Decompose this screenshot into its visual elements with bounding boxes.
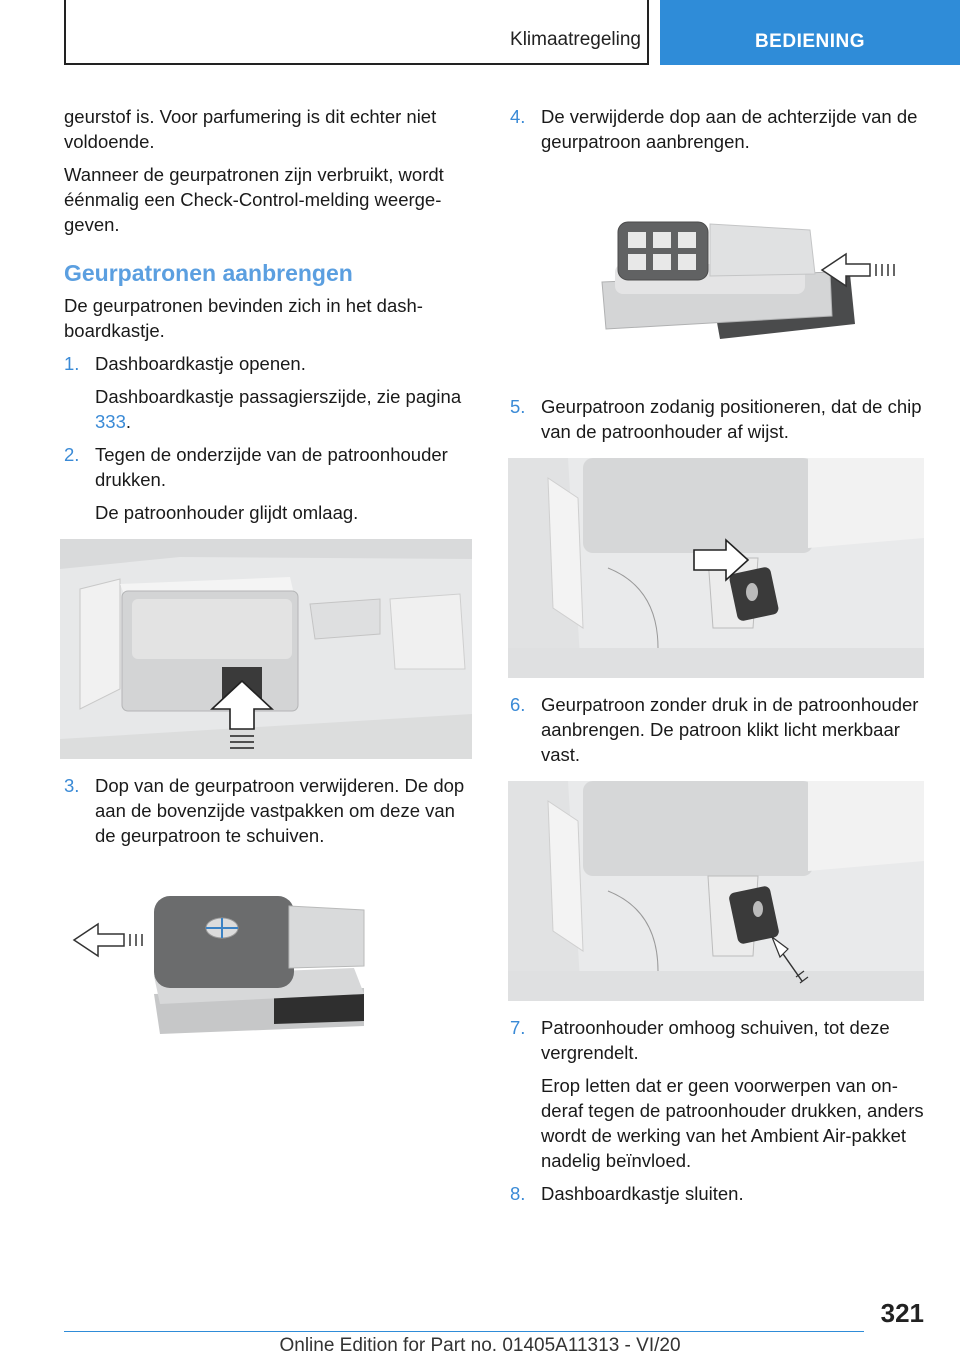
step-number: 5. — [510, 396, 526, 417]
step-text: Dashboardkastje openen. — [95, 353, 306, 374]
note-suffix: . — [125, 411, 132, 432]
step-7-note: Erop letten dat er geen voorwerpen van onderaf tegen de patroonhouder drukken, anders wordt de werking van het Ambient Air-pakket nadelig beïnvloed. — [541, 1075, 924, 1171]
page-link[interactable]: 333 — [95, 411, 126, 432]
step-4 — [510, 104, 930, 154]
intro-paragraph-2: Wanneer de geurpatronen zijn verbruikt, wordt éénmalig een Check-Control-melding weergegeven. — [64, 164, 444, 235]
step-6 — [510, 692, 930, 767]
cap-on-back-illustration — [510, 204, 930, 364]
right-column — [510, 104, 930, 1214]
step-5 — [510, 394, 930, 444]
step-3 — [64, 773, 476, 848]
step-1-note — [95, 384, 476, 434]
page-number: 321 — [880, 1298, 924, 1328]
note-text: Dashboardkastje passagierszijde, zie pagina — [95, 386, 462, 407]
step-text: De verwijderde dop aan de achterzijde van de geurpatroon aanbrengen. — [541, 106, 918, 152]
section-heading: Geurpatronen aanbrengen — [64, 260, 353, 286]
positioning-illustration — [508, 458, 924, 678]
step-number: 4. — [510, 106, 526, 127]
step-text: Patroonhouder omhoog schuiven, tot deze vergrendelt. — [541, 1017, 890, 1063]
step-2-note: De patroonhouder glijdt omlaag. — [95, 502, 359, 523]
step-2 — [64, 442, 476, 492]
footer-edition: Online Edition for Part no. 01405A11313 - VI/20 — [279, 1335, 681, 1356]
step-1 — [64, 351, 476, 376]
step-text: Tegen de onderzijde van de patroonhouder drukken. — [95, 444, 448, 490]
footer-divider — [64, 1331, 864, 1332]
left-column — [64, 104, 476, 1046]
header-chapter-box — [660, 0, 960, 65]
step-7 — [510, 1015, 930, 1065]
heading-paragraph: De geurpatronen bevinden zich in het dashboardkastje. — [64, 295, 423, 341]
insert-cartridge-illustration — [508, 781, 924, 1001]
step-number: 6. — [510, 694, 526, 715]
header-section-box — [64, 0, 649, 65]
chapter-title: BEDIENING — [754, 31, 866, 52]
glovebox-illustration — [60, 539, 472, 759]
step-text: Dop van de geurpatroon verwijderen. De dop aan de bovenzijde vastpakken om deze van de geurpatroon te schuiven. — [95, 775, 465, 846]
step-number: 8. — [510, 1183, 526, 1204]
step-text: Geurpatroon zodanig positioneren, dat de chip van de patroonhouder af wijst. — [541, 396, 922, 442]
step-8 — [510, 1181, 930, 1206]
step-text: Dashboardkastje sluiten. — [541, 1183, 744, 1204]
step-number: 3. — [64, 775, 80, 796]
step-number: 7. — [510, 1017, 526, 1038]
step-number: 2. — [64, 444, 80, 465]
step-number: 1. — [64, 353, 80, 374]
intro-paragraph-1: geurstof is. Voor parfumering is dit echter niet voldoende. — [64, 106, 437, 152]
step-text: Geurpatroon zonder druk in de patroonhouder aanbrengen. De patroon klikt licht merkbaar vast. — [541, 694, 919, 765]
cartridge-cap-illustration — [64, 876, 476, 1046]
section-title: Klimaatregeling — [510, 29, 641, 50]
